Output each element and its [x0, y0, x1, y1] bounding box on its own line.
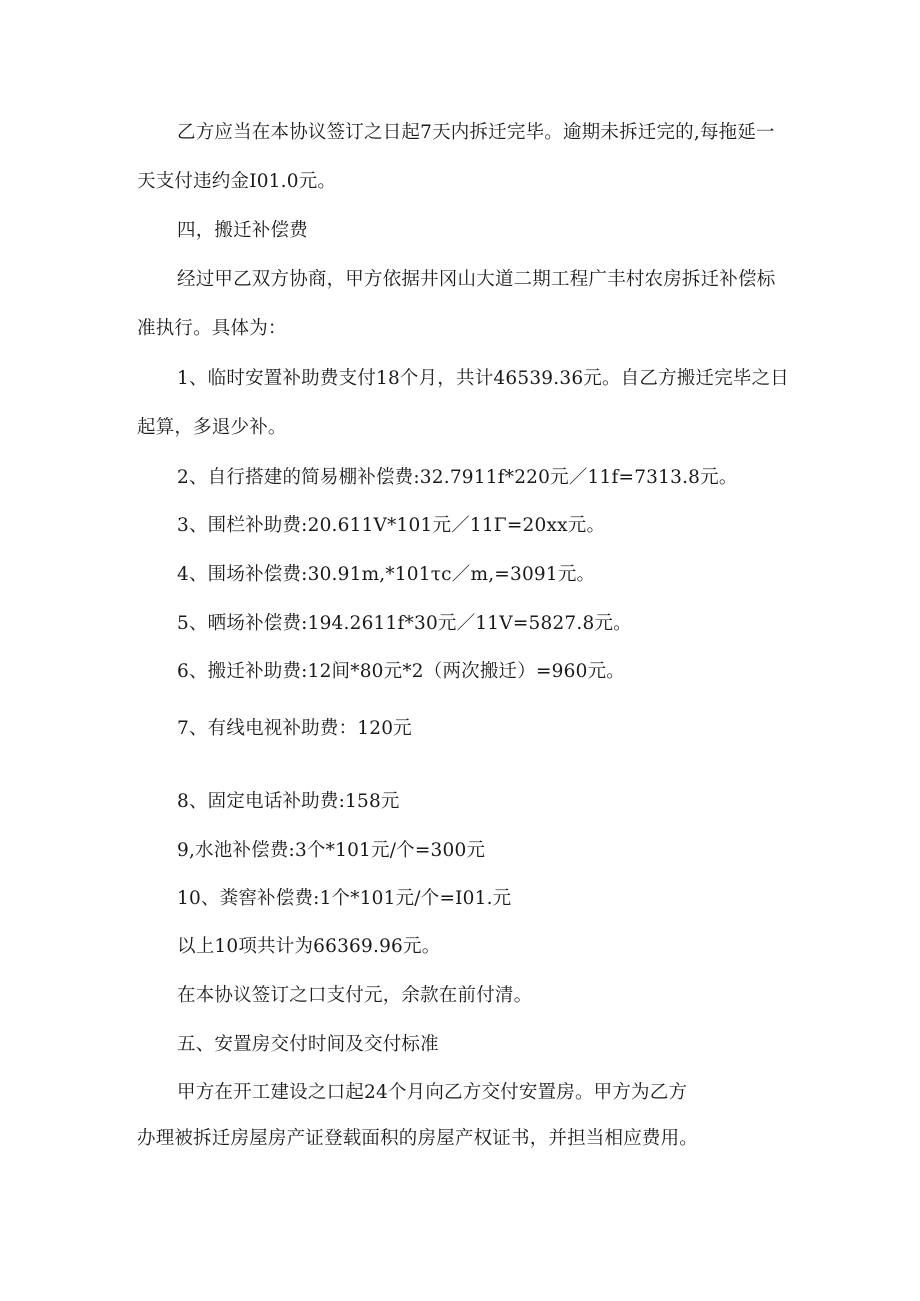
paragraph-line: 天支付违约金I01.0元。	[137, 171, 337, 192]
paragraph-line: 办理被拆迁房屋房产证登载面积的房屋产权证书，并担当相应费用。	[137, 1128, 699, 1149]
list-item: 10、粪窖补偿费:1个*101元/个=I01.元	[177, 888, 512, 909]
paragraph-line: 甲方在开工建设之口起24个月向乙方交付安置房。甲方为乙方	[177, 1082, 688, 1103]
list-item: 6、搬迁补助费:12间*80元*2（两次搬迁）=960元。	[177, 661, 625, 682]
list-item: 1、临时安置补助费支付18个月，共计46539.36元。自乙方搬迁完毕之日	[177, 368, 789, 389]
paragraph-line: 准执行。具体为：	[137, 318, 287, 339]
list-item: 2、自行搭建的简易棚补偿费:32.7911f*220元／11f=7313.8元。	[177, 467, 738, 488]
section-heading: 五、安置房交付时间及交付标准	[177, 1034, 439, 1055]
list-item: 3、围栏补助费:20.611V*101元／11Γ=20xx元。	[177, 515, 606, 536]
list-item: 8、固定电话补助费:158元	[177, 791, 400, 812]
paragraph-line: 乙方应当在本协议签订之日起7天内拆迁完毕。逾期未拆迁完的,每拖延一	[177, 122, 775, 143]
list-item-continuation: 起算，多退少补。	[137, 417, 287, 438]
list-item: 4、围场补偿费:30.91m,*101τc／m,=3091元。	[177, 564, 596, 585]
total-line: 以上10项共计为66369.96元。	[177, 936, 441, 957]
paragraph-line: 在本协议签订之口支付元，余款在前付清。	[177, 985, 533, 1006]
list-item: 9,水池补偿费:3个*101元/个=300元	[177, 840, 486, 861]
list-item: 7、有线电视补助费：120元	[177, 718, 412, 739]
list-item: 5、晒场补偿费:194.2611f*30元／11V=5827.8元。	[177, 613, 632, 634]
section-heading: 四，搬迁补偿费	[177, 220, 308, 241]
paragraph-line: 经过甲乙双方协商，甲方依据井冈山大道二期工程广丰村农房拆迁补偿标	[177, 269, 776, 290]
